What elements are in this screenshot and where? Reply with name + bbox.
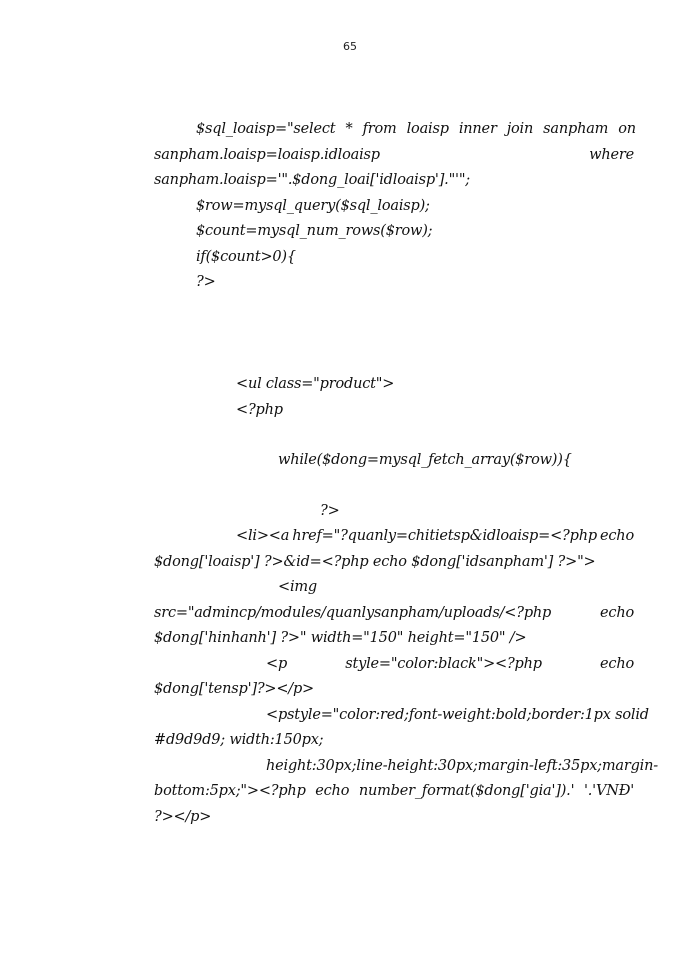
code-token: '.'VNĐ' <box>583 783 634 799</box>
code-token: <li><a <box>236 528 290 544</box>
code-line <box>154 423 634 448</box>
code-line: $count=mysql_num_rows($row); <box>196 223 433 239</box>
code-line <box>266 652 634 678</box>
code-line: <?php <box>236 401 283 418</box>
code-token: where <box>589 146 634 163</box>
code-line: if($count>0){ <box>196 248 296 265</box>
page-number: 65 <box>343 40 357 53</box>
code-line: <img <box>278 579 318 595</box>
code-token: style="color:red;font-weight:bold; <box>287 706 532 723</box>
code-line: #d9d9d9; width:150px; <box>154 732 324 748</box>
code-line <box>154 601 634 627</box>
code-line <box>266 703 649 729</box>
code-token: line-height:30px;margin-left:35px;margin- <box>356 757 658 774</box>
code-line: <ul class="product"> <box>236 376 395 392</box>
code-token: href="?quanly=chitietsp&idloaisp=<?php <box>292 528 597 544</box>
code-line <box>266 754 658 780</box>
code-line <box>154 779 634 805</box>
code-token: echo <box>600 528 634 544</box>
code-token: border:1px solid <box>531 706 649 723</box>
code-token: src="admincp/modules/quanlysanpham/uploads/<?php <box>154 604 552 621</box>
code-token: on <box>618 121 636 137</box>
code-line: $dong['hinhanh'] ?>" width="150" height="150" /> <box>154 630 527 646</box>
code-line: ?></p> <box>154 808 212 825</box>
code-token: sanpham <box>543 121 609 137</box>
code-token: inner <box>458 121 497 137</box>
code-block-sql <box>154 117 636 296</box>
code-line: while($dong=mysql_fetch_array($row)){ <box>278 452 572 468</box>
code-token: echo <box>600 655 634 672</box>
code-token: echo <box>600 604 634 621</box>
code-line <box>196 117 636 143</box>
code-token: <p <box>266 706 288 723</box>
code-line: $row=mysql_query($sql_loaisp); <box>196 197 430 214</box>
code-token: from <box>362 121 397 137</box>
code-line: ?> <box>196 274 216 290</box>
code-token: * <box>345 121 353 137</box>
code-line <box>236 524 634 550</box>
code-token: height:30px; <box>266 757 357 774</box>
code-token: style="color:black"><?php <box>345 655 542 672</box>
code-line: $dong['loaisp'] ?>&id=<?php echo $dong['idsanpham'] ?>"> <box>154 553 596 570</box>
code-token: echo <box>315 783 350 799</box>
code-line: sanpham.loaisp='".$dong_loai['idloaisp']."'"; <box>154 172 470 188</box>
code-line: ?> <box>320 502 340 519</box>
code-token: <p <box>266 655 288 672</box>
code-token: loaisp <box>406 121 449 137</box>
code-token: join <box>506 121 534 137</box>
code-line <box>154 143 634 169</box>
code-block-html <box>154 372 658 830</box>
code-line <box>154 474 634 499</box>
code-token: $sql_loaisp="select <box>196 121 336 137</box>
code-line: $dong['tensp']?></p> <box>154 681 315 697</box>
code-token: sanpham.loaisp=loaisp.idloaisp <box>154 146 380 163</box>
code-token: bottom:5px;"><?php <box>154 783 306 799</box>
code-token: number_format($dong['gia']).' <box>358 783 575 799</box>
